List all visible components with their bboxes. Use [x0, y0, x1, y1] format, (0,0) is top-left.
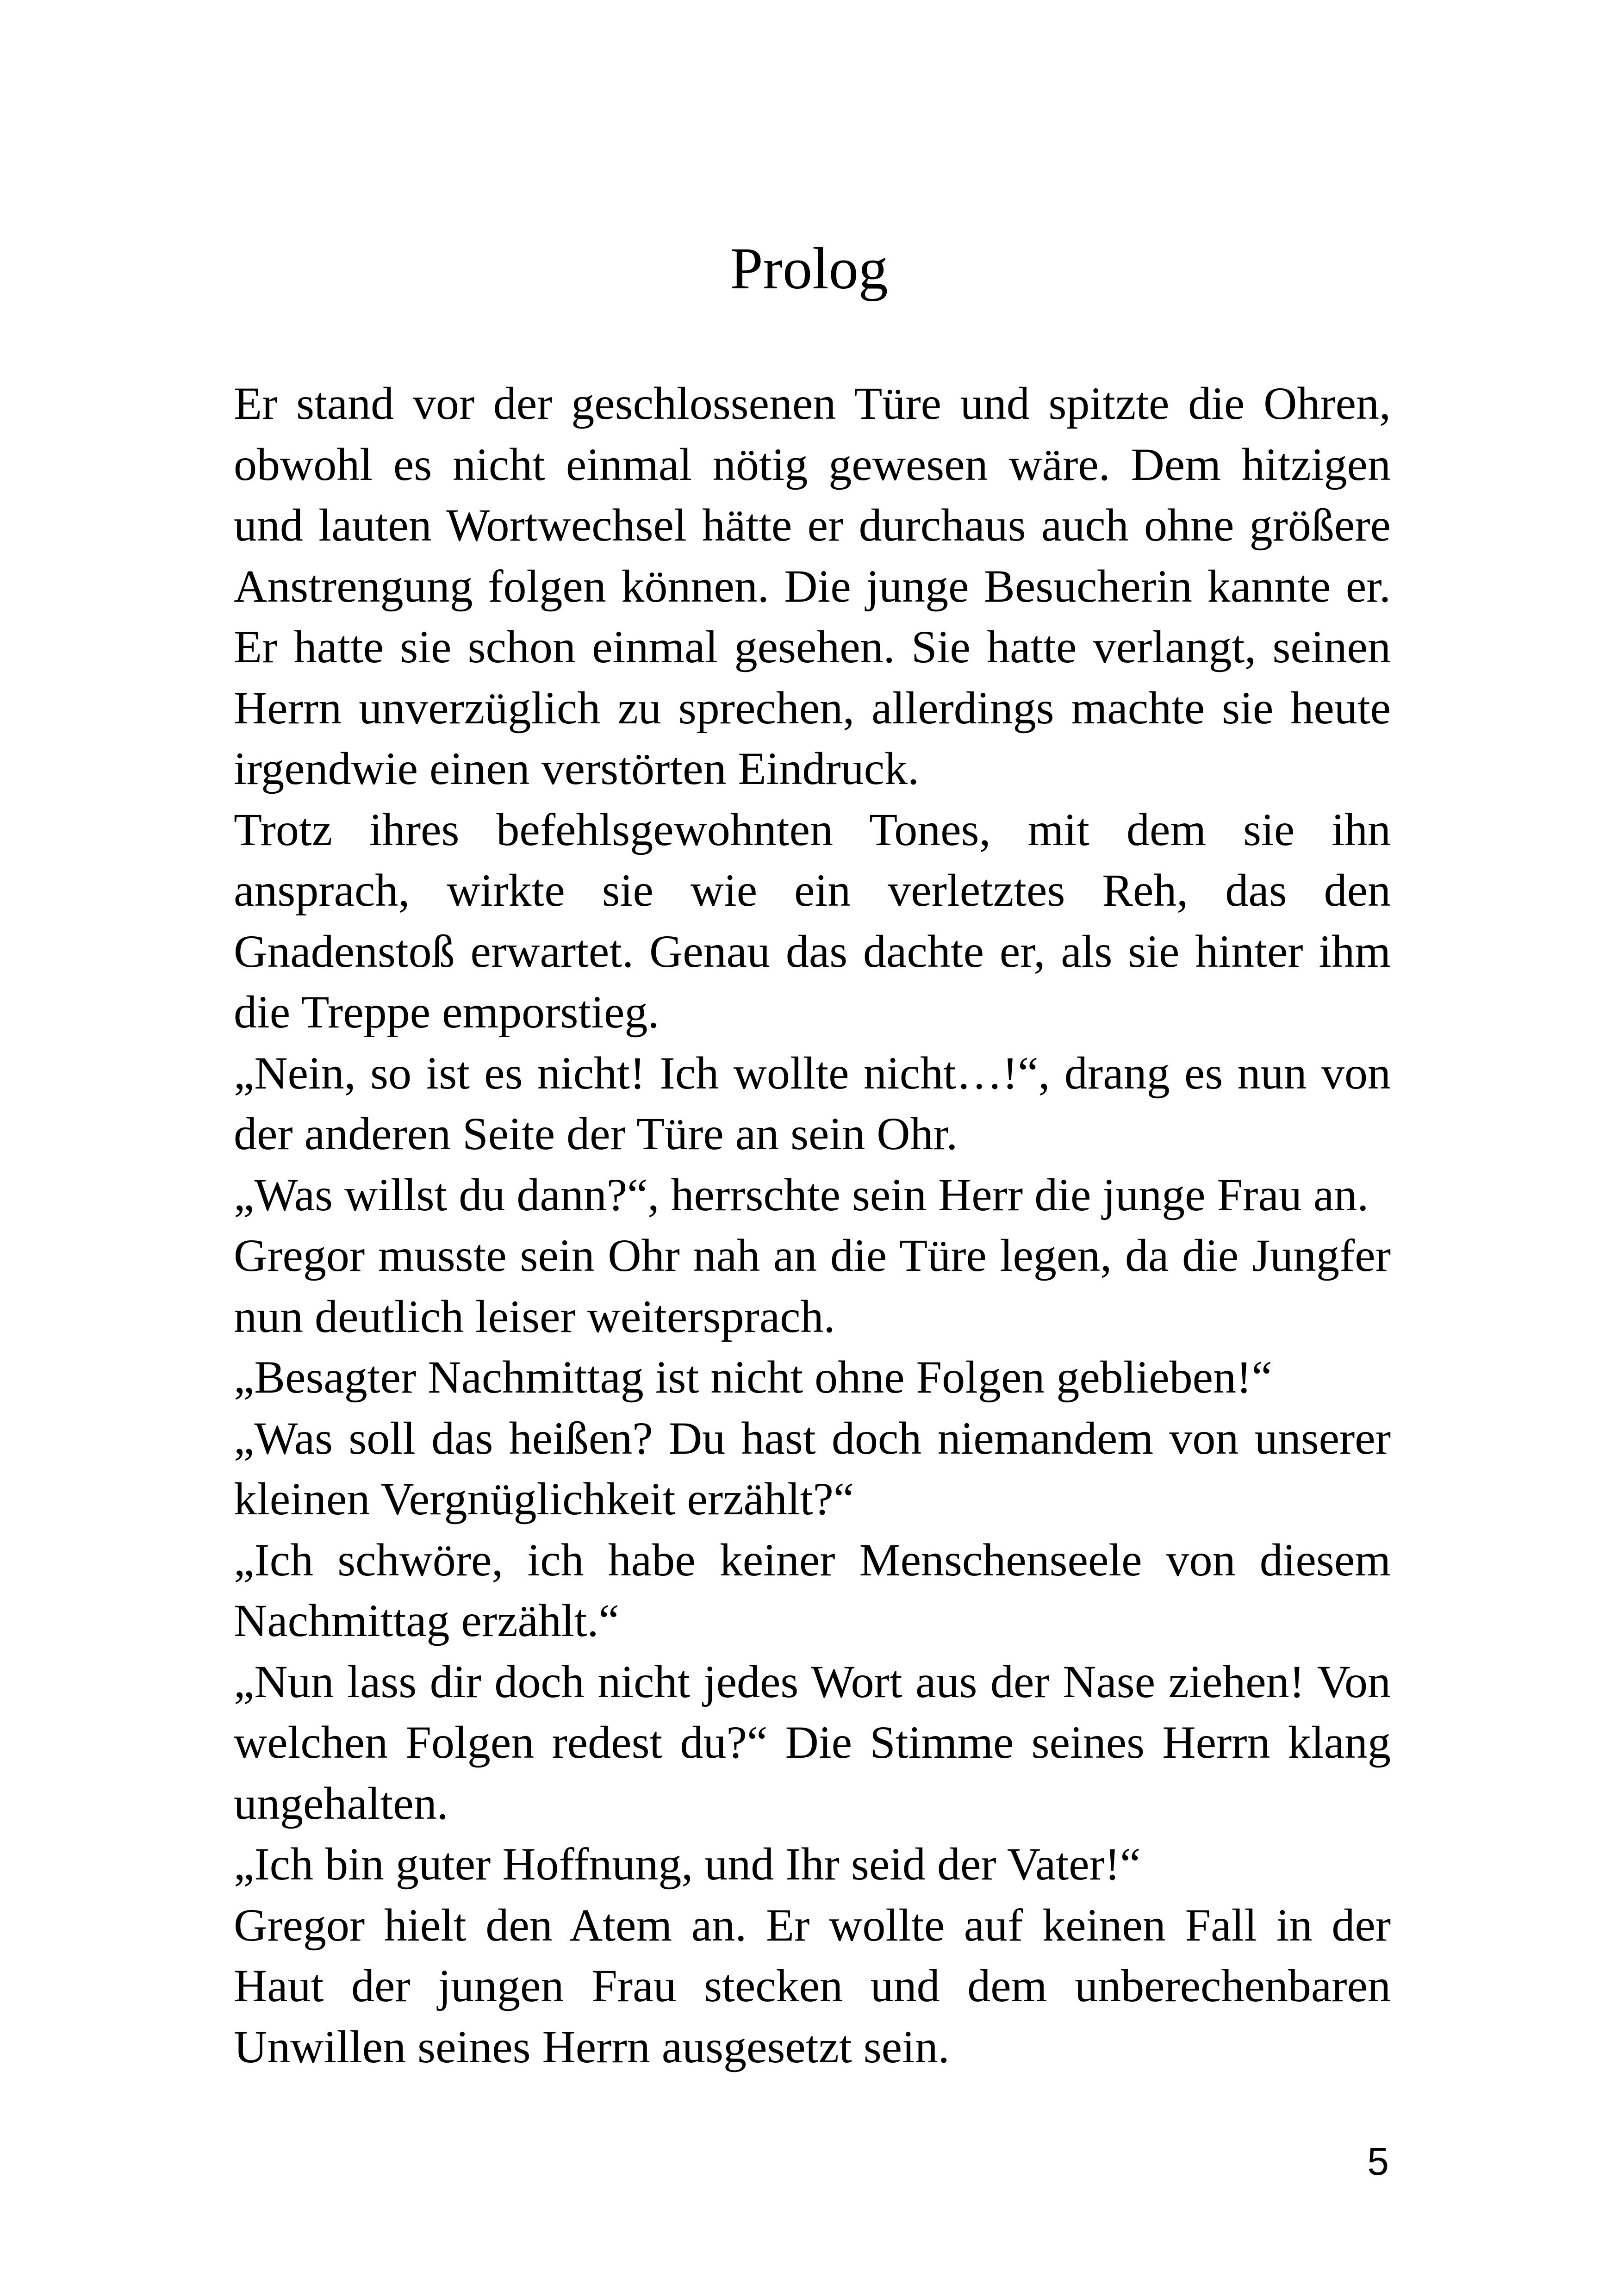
chapter-title: Prolog — [730, 236, 888, 301]
paragraph: Gregor musste sein Ohr nah an die Türe legen, da die Jungfer nun deutlich leiser weitersprach. — [234, 1230, 1391, 1342]
paragraph: „Nun lass dir doch nicht jedes Wort aus der Nase ziehen! Von welchen Folgen redest du?“ Die Stimme seines Herrn klang ungehalten. — [234, 1655, 1391, 1829]
paragraph: „Was willst du dann?“, herrschte sein Herr die junge Frau an. — [234, 1169, 1369, 1220]
paragraph: „Ich schwöre, ich habe keiner Menschenseele von diesem Nachmittag erzählt.“ — [234, 1534, 1391, 1646]
paragraph: „Besagter Nachmittag ist nicht ohne Folgen geblieben!“ — [234, 1351, 1272, 1403]
page-number: 5 — [1367, 2140, 1389, 2183]
paragraph: „Ich bin guter Hoffnung, und Ihr seid der Vater!“ — [234, 1838, 1141, 1890]
paragraph: Gregor hielt den Atem an. Er wollte auf keinen Fall in der Haut der jungen Frau stecken und dem unberechenbaren Unwillen seines Herrn ausgesetzt sein. — [234, 1899, 1391, 2072]
paragraph: Trotz ihres befehlsgewohnten Tones, mit dem sie ihn ansprach, wirkte sie wie ein verletztes Reh, das den Gnadenstoß erwartet. Genau das dachte er, als sie hinter ihm die Treppe emporstieg. — [234, 803, 1391, 1038]
paragraph: „Was soll das heißen? Du hast doch niemandem von unserer kleinen Vergnüglichkeit erzählt?“ — [234, 1412, 1391, 1524]
prose-body — [234, 373, 1391, 2077]
paragraph: Er stand vor der geschlossenen Türe und spitzte die Ohren, obwohl es nicht einmal nötig gewesen wäre. Dem hitzigen und lauten Wortwechsel hätte er durchaus auch ohne größere Anstrengung folgen können. Die junge Besucherin kannte er. Er hatte sie schon einmal gesehen. Sie hatte verlangt, seinen Herrn unverzüglich zu sprechen, allerdings machte sie heute irgendwie einen verstörten Eindruck. — [234, 378, 1391, 794]
paragraph: „Nein, so ist es nicht! Ich wollte nicht…!“, drang es nun von der anderen Seite der Türe an sein Ohr. — [234, 1047, 1391, 1159]
